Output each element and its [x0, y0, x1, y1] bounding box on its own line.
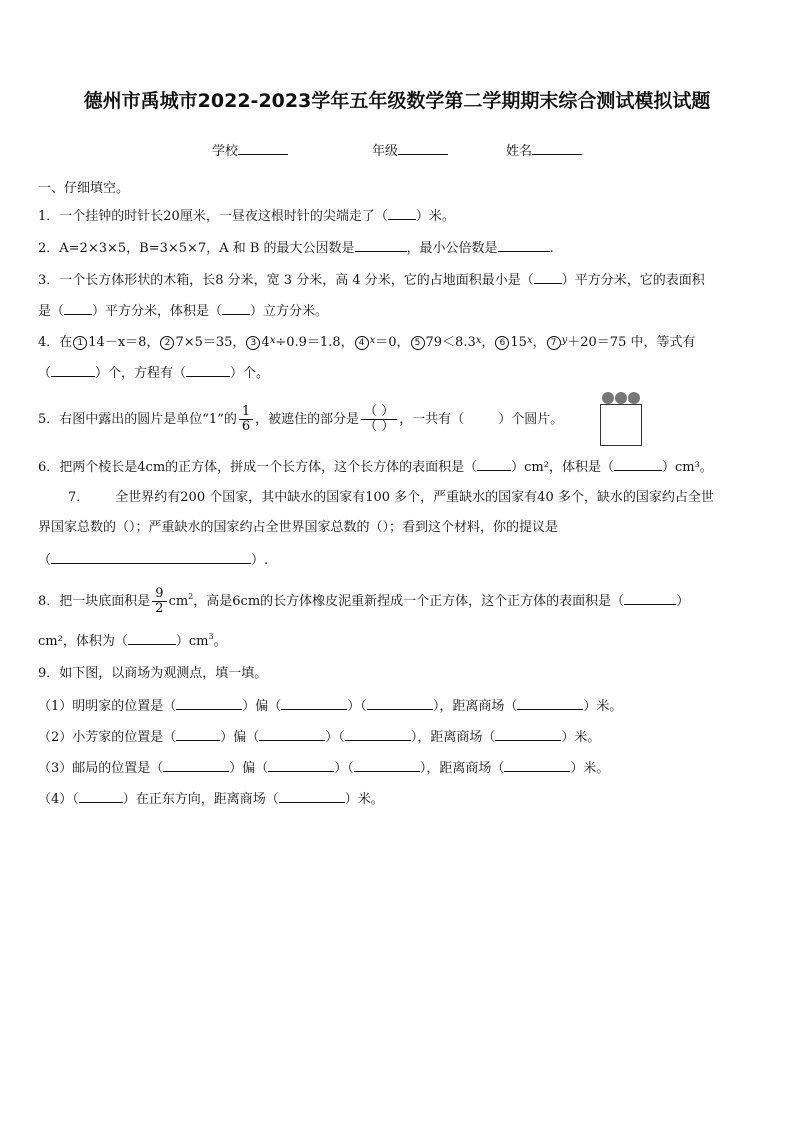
- school-blank: [238, 142, 288, 155]
- answer-blank: [495, 728, 561, 741]
- disc: [628, 392, 640, 404]
- school-field: [212, 140, 288, 159]
- answer-blank: [259, 728, 325, 741]
- answer-blank: [624, 592, 676, 605]
- grade-label: 年级: [372, 144, 399, 159]
- answer-blank: [534, 271, 562, 284]
- question-6: 6．把两个棱长是4cm的正方体，拼成一个长方体，这个长方体的表面积是（ ）cm²，体积是（ ）cm³。: [38, 460, 713, 475]
- question-9-part-1: （1）明明家的位置是（ ）偏（ ）（ ），距离商场（ ）米。: [38, 699, 623, 714]
- disc-figure: [600, 392, 642, 446]
- answer-blank: [79, 790, 123, 803]
- answer-blank: [51, 551, 251, 564]
- question-7-line-2: 界国家总数的（）；严重缺水的国家约占全世界国家总数的（）；看到这个材料，你的提议是: [38, 520, 559, 535]
- answer-blank: [517, 697, 583, 710]
- question-8-line-2: cm²，体积为（ ）$cm^3$。: [38, 632, 227, 649]
- question-9-part-3: （3）邮局的位置是（ ）偏（ ）（ ），距离商场（ ）米。: [38, 761, 610, 776]
- circled-number: 2: [160, 336, 174, 350]
- question-1: 1．一个挂钟的时针长20厘米，一昼夜这根时针的尖端走了（ ）米。: [38, 209, 455, 224]
- circled-number: 6: [495, 336, 509, 350]
- disc: [615, 392, 627, 404]
- answer-blank: [498, 239, 550, 252]
- circled-number: 3: [246, 336, 260, 350]
- circled-number: 1: [73, 336, 87, 350]
- answer-blank: [268, 759, 334, 772]
- cover-box: [600, 404, 642, 446]
- question-4-line-1: 4．在 1 14－x＝8， 2 7×5＝35， 3 $4^x\div 0.9=1.8$， 4 $^x$＝0， 5 $79<8.3^x$， 6 15$^x$， 7 $^y$＋20＝75 中，等式有: [38, 335, 696, 350]
- question-7-line-1: 7． 全世界约有200 个国家，其中缺水的国家有100 多个，严重缺水的国家有40 多个，缺水的国家约占全世: [68, 490, 714, 505]
- question-7-line-3: （ ）.: [38, 553, 269, 568]
- answer-blank: [354, 759, 420, 772]
- fraction: $\frac{9}{2}$: [152, 587, 166, 616]
- circled-number: 4: [355, 336, 369, 350]
- answer-blank: [388, 207, 416, 220]
- grade-blank: [398, 142, 448, 155]
- question-9-intro: 9．如下图，以商场为观测点，填一填。: [38, 666, 268, 681]
- school-label: 学校: [212, 144, 239, 159]
- answer-blank: [477, 458, 511, 471]
- question-5: 5．右图中露出的圆片是单位“1”的 $\frac{1}{6}$ ，被遮住的部分是 $\frac{( )}{( )}$ ，一共有（ ）个圆片。: [38, 404, 564, 434]
- name-blank: [532, 142, 582, 155]
- question-4-line-2: （ ）个，方程有（ ）个。: [38, 366, 270, 381]
- fraction-blank: $\frac{( )}{( )}$: [361, 405, 397, 434]
- page-title: 德州市禹城市2022-2023学年五年级数学第二学期期末综合测试模拟试题: [83, 90, 711, 112]
- question-8-line-1: 8．把一块底面积是 $\frac{9}{2}$ $cm^2$，高是6cm的长方体橡皮泥重新捏成一个正方体，这个正方体的表面积是（ ）: [38, 586, 690, 616]
- grade-field: [372, 140, 448, 159]
- answer-blank: [128, 632, 176, 645]
- answer-blank: [355, 239, 407, 252]
- answer-blank: [51, 364, 95, 377]
- answer-blank: [345, 728, 411, 741]
- disc: [602, 392, 614, 404]
- answer-blank: [281, 697, 347, 710]
- question-9-part-4: （4）（ ）在正东方向，距离商场（ ）米。: [38, 792, 384, 807]
- fraction: $\frac{1}{6}$: [239, 405, 253, 434]
- answer-blank: [614, 458, 662, 471]
- answer-blank: [504, 759, 570, 772]
- answer-blank: [279, 790, 345, 803]
- answer-blank: [176, 697, 242, 710]
- section-heading: 一、仔细填空。: [38, 181, 130, 196]
- name-label: 姓名: [506, 144, 533, 159]
- answer-blank: [222, 302, 250, 315]
- question-9-part-2: （2）小芳家的位置是（ ）偏（ ）（ ），距离商场（ ）米。: [38, 730, 601, 745]
- answer-blank: [64, 302, 92, 315]
- circled-number: 7: [547, 336, 561, 350]
- answer-blank: [176, 728, 220, 741]
- name-field: [506, 140, 582, 159]
- answer-blank: [367, 697, 433, 710]
- answer-blank: [163, 759, 229, 772]
- answer-blank: [186, 364, 230, 377]
- circled-number: 5: [411, 336, 425, 350]
- question-3-line-1: 3．一个长方体形状的木箱，长8 分米，宽 3 分米，高 4 分米，它的占地面积最小是（ ）平方分米，它的表面积: [38, 273, 705, 288]
- question-3-line-2: 是（ ）平方分米，体积是（ ）立方分米。: [38, 304, 329, 319]
- question-2: 2．A=2×3×5，B=3×5×7，A 和 B 的最大公因数是 ，最小公倍数是 .: [38, 241, 554, 256]
